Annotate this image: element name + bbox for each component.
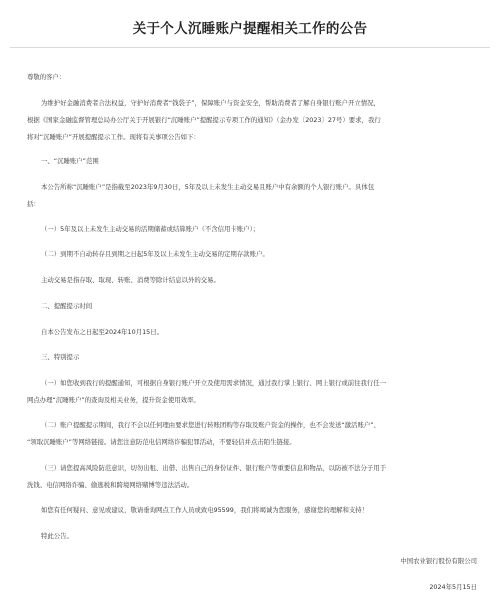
section-heading: 三、特别提示: [41, 353, 80, 361]
section-heading: 二、提醒提示时间: [41, 302, 93, 310]
list-item: 网点办理“沉睡账户”的查询及相关业务，提升资金使用效率。: [27, 396, 200, 404]
list-item: （二）账户提醒提示期间，我行不会以任何理由要求您进行转账团购等存取及账户资金的操作，也不会发送“激活账户”、: [41, 421, 380, 429]
closing: 特此公告。: [41, 532, 73, 540]
list-item: （一）5年及以上未发生主动交易的活期储蓄或结算账户（不含信用卡账户）；: [41, 225, 260, 233]
page-title: 关于个人沉睡账户提醒相关工作的公告: [132, 21, 368, 37]
section-heading: 一、“沉睡账户”范围: [41, 157, 99, 165]
list-item: （一）如您收到我行的提醒通知，可根据自身银行账户开立及使用需求情况，通过我行掌上银行、网上银行或前往我行任一: [41, 379, 387, 387]
intro-line: 将对“沉睡账户”开展提醒提示工作。现将有关事项公告如下：: [27, 133, 200, 141]
section-text: 自本公告发布之日起至2024年10月15日。: [41, 328, 163, 336]
salutation: 尊敬的客户：: [27, 73, 66, 81]
intro-line: 为维护好金融消费者合法权益，守护好消费者“钱袋子”，保障账户与资金安全，帮助消费者了解自身银行账户开立情况，: [41, 99, 380, 107]
section-note: 主动交易是指存取、取现、转账、消费等除计结息以外的交易。: [41, 276, 220, 284]
contact-line: 如您有任何疑问、意见或建议，敬请垂询网点工作人员或致电95599，我们将竭诚为您服务，感谢您的理解和支持！: [41, 506, 369, 514]
date: 2024年5月15日: [429, 583, 477, 591]
intro-line: 根据《国家金融监督管理总局办公厅关于开展银行“沉睡账户”提醒提示专项工作的通知》（金办发〔2023〕27号）要求，我行: [27, 116, 381, 124]
list-item: 洗钱、电信网络诈骗、偷逃税和跨境网络赌博等违法活动。: [27, 481, 194, 489]
list-item: “领取沉睡账户”等网络链接。请您注意防范电信网络诈骗犯罪活动，不要轻信并点击陌生链接。: [27, 438, 296, 446]
list-item: （二）到期不自动转存且到期之日起5年及以上未发生主动交易的定期存款账户。: [41, 250, 269, 258]
list-item: （三）请您提高风险防范意识，切勿出租、出借、出售自己的身份证件、银行账户等重要信息和物品，以防被不法分子用于: [41, 464, 387, 472]
section-text: 本公告所称“沉睡账户”是指截至2023年9月30日，5年及以上未发生主动交易且账户中有余额的个人银行账户。具体包: [41, 183, 375, 191]
signature: 中国农业银行股份有限公司: [400, 557, 477, 565]
section-text: 括：: [27, 200, 40, 208]
